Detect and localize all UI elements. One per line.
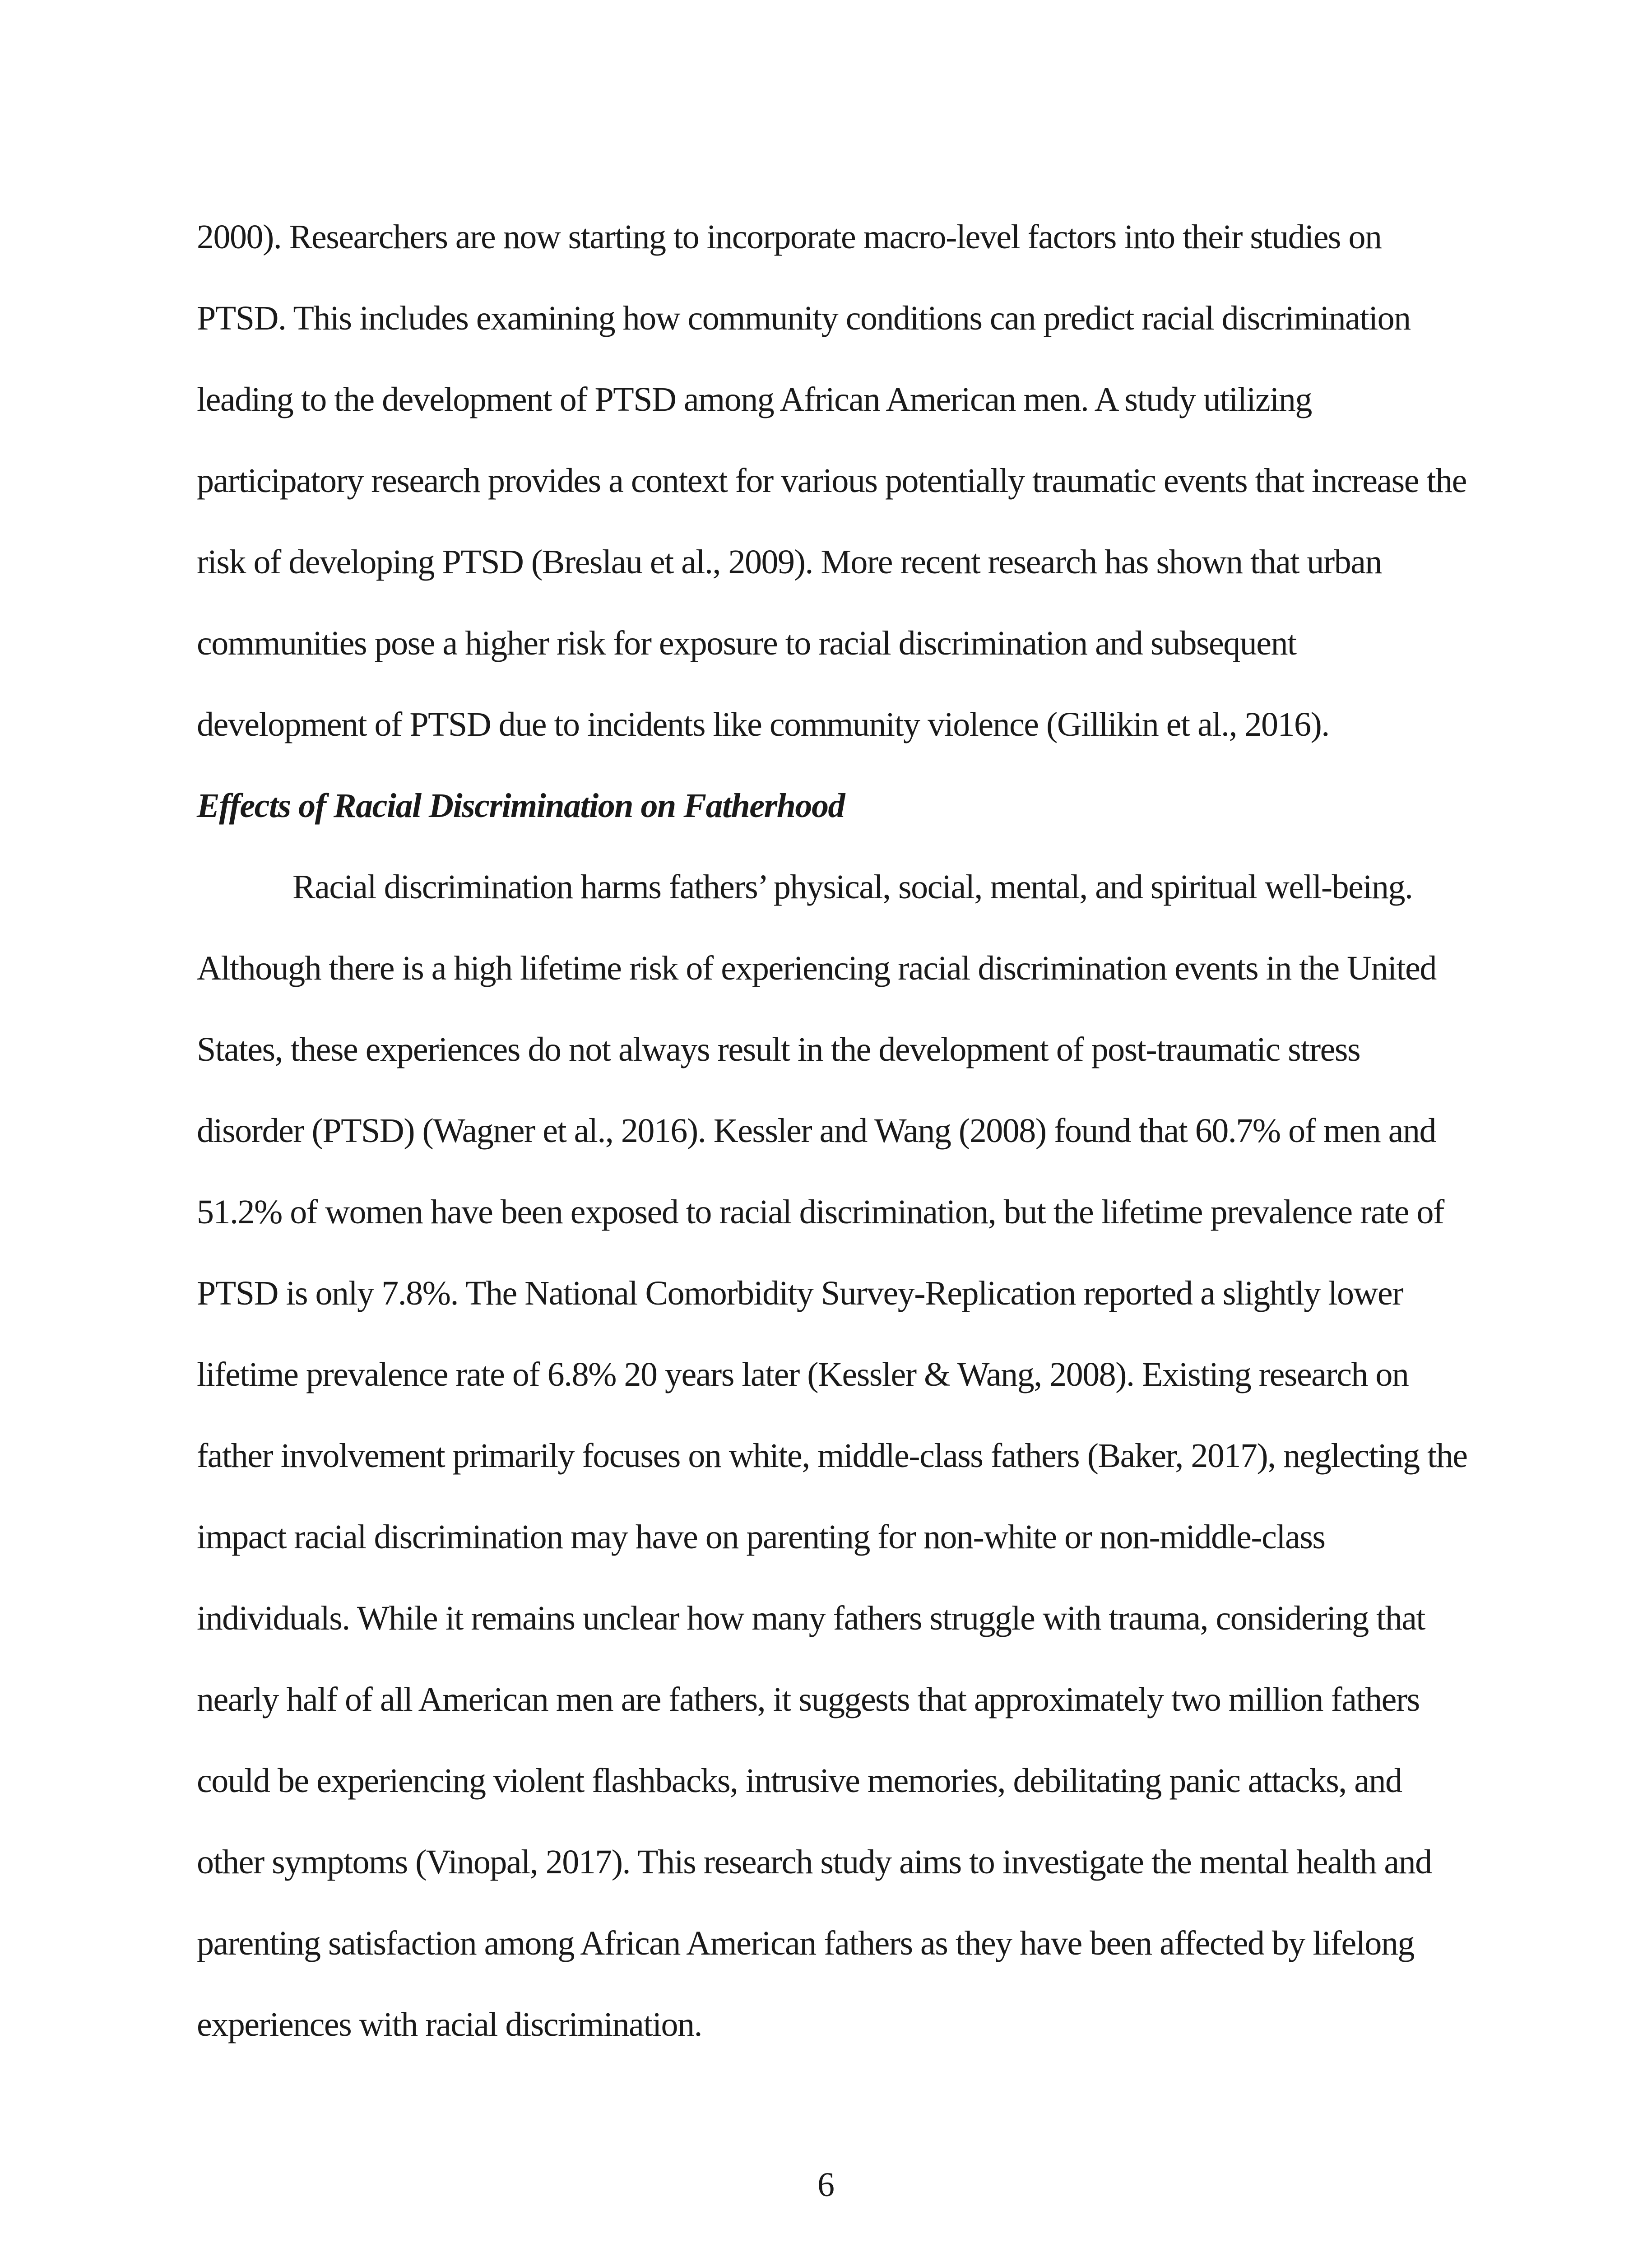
text-line: parenting satisfaction among African American fathers as they have been affected by lifelong [197,1924,1414,1962]
text-line: risk of developing PTSD (Breslau et al., 2009). More recent research has shown that urban [197,543,1382,581]
text-line: Racial discrimination harms fathers’ physical, social, mental, and spiritual well-being. [292,868,1413,906]
text-line: disorder (PTSD) (Wagner et al., 2016). Kessler and Wang (2008) found that 60.7% of men and [197,1112,1436,1150]
text-line: father involvement primarily focuses on white, middle-class fathers (Baker, 2017), neglecting the [197,1437,1467,1475]
text-line: lifetime prevalence rate of 6.8% 20 years later (Kessler & Wang, 2008). Existing research on [197,1356,1409,1393]
text-line: Although there is a high lifetime risk of experiencing racial discrimination events in the United [197,949,1436,987]
text-line: could be experiencing violent flashbacks, intrusive memories, debilitating panic attacks, and [197,1762,1402,1800]
text-line: States, these experiences do not always result in the development of post-traumatic stress [197,1031,1360,1068]
text-line: participatory research provides a context for various potentially traumatic events that increase the [197,462,1466,500]
paragraph-continued [197,196,1470,765]
text-line: PTSD is only 7.8%. The National Comorbidity Survey-Replication reported a slightly lower [197,1274,1403,1312]
text-line: impact racial discrimination may have on parenting for non-white or non-middle-class [197,1518,1325,1556]
text-line: leading to the development of PTSD among African American men. A study utilizing [197,381,1312,418]
paragraph-fatherhood [197,846,1470,2065]
text-line: nearly half of all American men are fathers, it suggests that approximately two million fathers [197,1681,1420,1718]
text-line: other symptoms (Vinopal, 2017). This research study aims to investigate the mental health and [197,1843,1432,1881]
text-line: experiences with racial discrimination. [197,2006,702,2043]
section-heading: Effects of Racial Discrimination on Fatherhood [197,787,845,825]
text-line: communities pose a higher risk for exposure to racial discrimination and subsequent [197,624,1296,662]
text-line: development of PTSD due to incidents like community violence (Gillikin et al., 2016). [197,706,1329,743]
body-text [197,196,1470,2065]
text-line: 2000). Researchers are now starting to incorporate macro-level factors into their studies on [197,218,1382,256]
text-line: individuals. While it remains unclear how many fathers struggle with trauma, considering that [197,1599,1425,1637]
page-number: 6 [817,2166,835,2204]
text-line: 51.2% of women have been exposed to racial discrimination, but the lifetime prevalence rate of [197,1193,1444,1231]
text-line: PTSD. This includes examining how community conditions can predict racial discrimination [197,299,1411,337]
